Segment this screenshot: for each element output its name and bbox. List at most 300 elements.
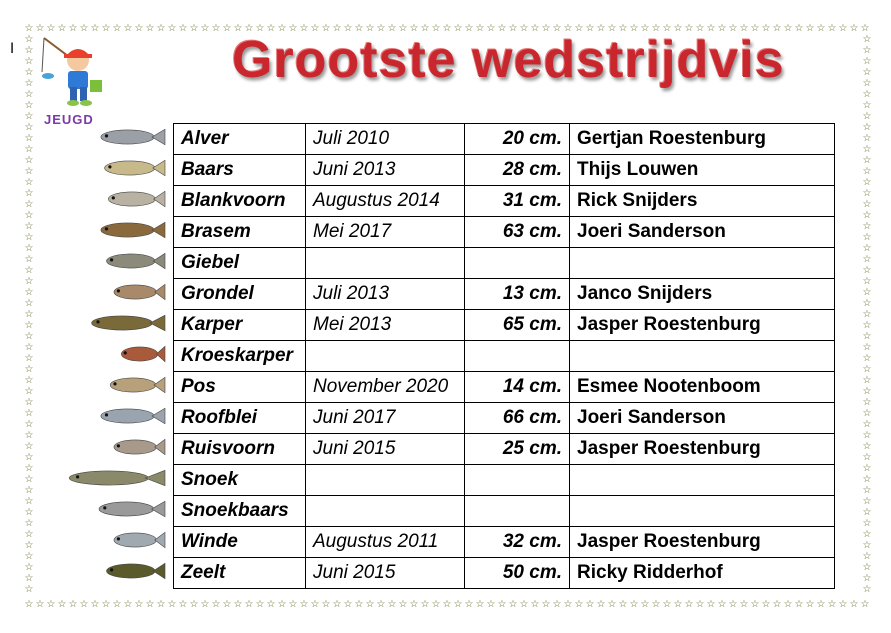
border-star: ☆: [310, 599, 320, 610]
border-star: ☆: [862, 67, 872, 78]
border-star: ☆: [862, 518, 872, 529]
border-star: ☆: [145, 599, 155, 610]
size-cell: [465, 341, 570, 372]
border-star: ☆: [233, 23, 243, 34]
record-holder-cell: Gertjan Roestenburg: [570, 124, 835, 155]
size-cell: [465, 465, 570, 496]
border-star: ☆: [862, 89, 872, 100]
table-row: [174, 372, 835, 403]
size-cell: 66 cm.: [465, 403, 570, 434]
border-star: ☆: [24, 100, 34, 111]
border-star: ☆: [862, 485, 872, 496]
border-star: ☆: [24, 309, 34, 320]
border-star: ☆: [409, 23, 419, 34]
fish-icon: [96, 219, 166, 246]
border-star: ☆: [475, 599, 485, 610]
border-star: ☆: [24, 518, 34, 529]
border-star: ☆: [376, 23, 386, 34]
border-star: ☆: [629, 23, 639, 34]
date-cell: [306, 496, 465, 527]
fish-name-cell: Baars: [174, 155, 306, 186]
border-star: ☆: [24, 507, 34, 518]
border-star: ☆: [24, 78, 34, 89]
border-star: ☆: [24, 485, 34, 496]
border-star: ☆: [277, 599, 287, 610]
border-star: ☆: [860, 599, 870, 610]
border-star: ☆: [862, 122, 872, 133]
border-star: ☆: [862, 221, 872, 232]
border-star: ☆: [24, 254, 34, 265]
border-star: ☆: [862, 342, 872, 353]
border-star: ☆: [662, 599, 672, 610]
border-star: ☆: [838, 599, 848, 610]
fish-icon: [86, 312, 166, 339]
border-star: ☆: [464, 23, 474, 34]
border-star: ☆: [24, 276, 34, 287]
fish-name-cell: Brasem: [174, 217, 306, 248]
fish-icon: [62, 467, 166, 494]
border-star: ☆: [24, 397, 34, 408]
border-star: ☆: [618, 23, 628, 34]
date-cell: November 2020: [306, 372, 465, 403]
border-star: ☆: [862, 298, 872, 309]
border-star: ☆: [862, 188, 872, 199]
border-star: ☆: [24, 353, 34, 364]
border-star: ☆: [673, 599, 683, 610]
table-row: [174, 496, 835, 527]
border-star: ☆: [475, 23, 485, 34]
border-star: ☆: [167, 599, 177, 610]
border-star: ☆: [24, 265, 34, 276]
date-cell: Augustus 2014: [306, 186, 465, 217]
date-cell: Mei 2013: [306, 310, 465, 341]
border-star: ☆: [24, 221, 34, 232]
border-star: ☆: [862, 331, 872, 342]
border-star: ☆: [123, 23, 133, 34]
border-star: ☆: [266, 23, 276, 34]
border-star: ☆: [640, 599, 650, 610]
border-star: ☆: [24, 599, 34, 610]
border-star: ☆: [862, 155, 872, 166]
border-star: ☆: [508, 23, 518, 34]
border-star: ☆: [862, 507, 872, 518]
border-star: ☆: [178, 599, 188, 610]
border-star: ☆: [24, 210, 34, 221]
date-cell: Juni 2013: [306, 155, 465, 186]
fish-icon: [106, 374, 166, 401]
border-star: ☆: [24, 34, 34, 45]
border-star: ☆: [794, 23, 804, 34]
border-star: ☆: [24, 56, 34, 67]
border-star: ☆: [57, 599, 67, 610]
border-star: ☆: [24, 441, 34, 452]
border-star: ☆: [563, 599, 573, 610]
record-holder-cell: Joeri Sanderson: [570, 403, 835, 434]
border-star: ☆: [862, 133, 872, 144]
border-star: ☆: [552, 599, 562, 610]
border-star: ☆: [57, 23, 67, 34]
date-cell: Juli 2013: [306, 279, 465, 310]
border-star: ☆: [24, 232, 34, 243]
border-star: ☆: [387, 23, 397, 34]
border-star: ☆: [24, 408, 34, 419]
border-star: ☆: [24, 573, 34, 584]
border-star: ☆: [651, 23, 661, 34]
record-holder-cell: Rick Snijders: [570, 186, 835, 217]
size-cell: 20 cm.: [465, 124, 570, 155]
border-star: ☆: [684, 23, 694, 34]
border-star: ☆: [728, 23, 738, 34]
border-star: ☆: [862, 111, 872, 122]
border-star: ☆: [717, 23, 727, 34]
record-holder-cell: Esmee Nootenboom: [570, 372, 835, 403]
border-star: ☆: [101, 23, 111, 34]
border-star: ☆: [332, 23, 342, 34]
border-star: ☆: [862, 309, 872, 320]
border-star: ☆: [862, 177, 872, 188]
border-star: ☆: [442, 599, 452, 610]
record-holder-cell: [570, 496, 835, 527]
size-cell: 65 cm.: [465, 310, 570, 341]
border-star: ☆: [862, 562, 872, 573]
border-star: ☆: [343, 599, 353, 610]
border-star: ☆: [24, 529, 34, 540]
table-row: [174, 310, 835, 341]
border-star: ☆: [24, 540, 34, 551]
border-star: ☆: [24, 331, 34, 342]
border-star: ☆: [862, 496, 872, 507]
record-holder-cell: Ricky Ridderhof: [570, 558, 835, 589]
border-star: ☆: [398, 599, 408, 610]
border-star: ☆: [862, 573, 872, 584]
border-star: ☆: [862, 551, 872, 562]
border-star: ☆: [530, 23, 540, 34]
fish-icon: [104, 188, 166, 215]
border-star: ☆: [552, 23, 562, 34]
border-star: ☆: [862, 386, 872, 397]
table-row: [174, 341, 835, 372]
border-star: ☆: [862, 287, 872, 298]
border-star: ☆: [79, 599, 89, 610]
fish-name-cell: Giebel: [174, 248, 306, 279]
border-star: ☆: [497, 23, 507, 34]
border-star: ☆: [838, 23, 848, 34]
border-star: ☆: [24, 144, 34, 155]
border-star: ☆: [453, 599, 463, 610]
border-star: ☆: [862, 474, 872, 485]
border-star: ☆: [651, 599, 661, 610]
border-star: ☆: [189, 23, 199, 34]
border-star: ☆: [35, 23, 45, 34]
border-star: ☆: [695, 23, 705, 34]
border-star: ☆: [24, 155, 34, 166]
record-holder-cell: Jasper Roestenburg: [570, 527, 835, 558]
border-star: ☆: [200, 23, 210, 34]
border-star: ☆: [805, 23, 815, 34]
table-row: [174, 403, 835, 434]
border-star: ☆: [266, 599, 276, 610]
border-star: ☆: [178, 23, 188, 34]
border-star: ☆: [299, 599, 309, 610]
fish-icon: [110, 281, 166, 308]
border-star: ☆: [862, 78, 872, 89]
record-holder-cell: [570, 465, 835, 496]
border-star: ☆: [849, 23, 859, 34]
border-star: ☆: [24, 452, 34, 463]
border-star: ☆: [862, 408, 872, 419]
border-star: ☆: [862, 144, 872, 155]
fish-name-cell: Zeelt: [174, 558, 306, 589]
border-star: ☆: [112, 599, 122, 610]
border-star: ☆: [739, 599, 749, 610]
border-star: ☆: [862, 56, 872, 67]
border-star: ☆: [862, 441, 872, 452]
border-star: ☆: [24, 562, 34, 573]
table-row: [174, 465, 835, 496]
border-star: ☆: [862, 529, 872, 540]
border-star: ☆: [24, 342, 34, 353]
border-star: ☆: [24, 199, 34, 210]
border-star: ☆: [409, 599, 419, 610]
border-star: ☆: [519, 23, 529, 34]
fish-icon: [100, 157, 166, 184]
border-star: ☆: [662, 23, 672, 34]
border-star: ☆: [354, 599, 364, 610]
border-star: ☆: [24, 463, 34, 474]
records-table: [173, 123, 835, 589]
border-star: ☆: [541, 599, 551, 610]
date-cell: Juni 2015: [306, 558, 465, 589]
border-star: ☆: [376, 599, 386, 610]
record-holder-cell: Thijs Louwen: [570, 155, 835, 186]
border-star: ☆: [862, 419, 872, 430]
border-star: ☆: [431, 23, 441, 34]
border-star: ☆: [365, 23, 375, 34]
border-star: ☆: [585, 23, 595, 34]
border-star: ☆: [24, 89, 34, 100]
border-star: ☆: [442, 23, 452, 34]
border-star: ☆: [24, 320, 34, 331]
border-star: ☆: [211, 599, 221, 610]
border-star: ☆: [24, 386, 34, 397]
border-star: ☆: [574, 599, 584, 610]
date-cell: Mei 2017: [306, 217, 465, 248]
border-star: ☆: [629, 599, 639, 610]
border-star: ☆: [772, 599, 782, 610]
border-star: ☆: [90, 23, 100, 34]
border-star: ☆: [816, 599, 826, 610]
border-star: ☆: [343, 23, 353, 34]
date-cell: Juni 2017: [306, 403, 465, 434]
border-star: ☆: [772, 23, 782, 34]
border-star: ☆: [420, 599, 430, 610]
border-star: ☆: [387, 599, 397, 610]
size-cell: 63 cm.: [465, 217, 570, 248]
border-star: ☆: [24, 298, 34, 309]
border-star: ☆: [618, 599, 628, 610]
border-star: ☆: [288, 599, 298, 610]
border-star: ☆: [827, 23, 837, 34]
border-star: ☆: [750, 23, 760, 34]
fish-icon: [110, 436, 166, 463]
logo-label: JEUGD: [44, 112, 94, 127]
border-star: ☆: [24, 474, 34, 485]
border-star: ☆: [860, 23, 870, 34]
fish-name-cell: Pos: [174, 372, 306, 403]
border-star: ☆: [354, 23, 364, 34]
border-star: ☆: [90, 599, 100, 610]
border-star: ☆: [156, 23, 166, 34]
date-cell: [306, 341, 465, 372]
fish-icon: [94, 498, 166, 525]
border-star: ☆: [761, 599, 771, 610]
border-star: ☆: [365, 599, 375, 610]
border-star: ☆: [508, 599, 518, 610]
border-star: ☆: [695, 599, 705, 610]
border-star: ☆: [112, 23, 122, 34]
border-star: ☆: [200, 599, 210, 610]
date-cell: [306, 248, 465, 279]
table-row: [174, 124, 835, 155]
border-star: ☆: [519, 599, 529, 610]
records-table-body: [174, 124, 835, 589]
border-star: ☆: [101, 599, 111, 610]
border-star: ☆: [486, 23, 496, 34]
table-row: [174, 558, 835, 589]
border-star: ☆: [607, 599, 617, 610]
fisher-boy-icon: [36, 32, 116, 112]
border-star: ☆: [862, 463, 872, 474]
border-star: ☆: [35, 599, 45, 610]
fish-name-cell: Roofblei: [174, 403, 306, 434]
border-star: ☆: [24, 166, 34, 177]
border-star: ☆: [640, 23, 650, 34]
cursor-mark: I: [10, 41, 15, 57]
size-cell: 25 cm.: [465, 434, 570, 465]
border-star: ☆: [862, 276, 872, 287]
border-star: ☆: [596, 599, 606, 610]
size-cell: 28 cm.: [465, 155, 570, 186]
border-star: ☆: [255, 599, 265, 610]
fish-icon: [102, 560, 166, 587]
fish-name-cell: Blankvoorn: [174, 186, 306, 217]
border-star: ☆: [68, 23, 78, 34]
date-cell: [306, 465, 465, 496]
border-star: ☆: [24, 122, 34, 133]
fish-name-cell: Grondel: [174, 279, 306, 310]
border-star: ☆: [862, 254, 872, 265]
fish-icon: [96, 405, 166, 432]
record-holder-cell: Jasper Roestenburg: [570, 434, 835, 465]
border-star: ☆: [211, 23, 221, 34]
date-cell: Juli 2010: [306, 124, 465, 155]
border-star: ☆: [862, 210, 872, 221]
border-star: ☆: [862, 232, 872, 243]
border-star: ☆: [222, 23, 232, 34]
border-star: ☆: [24, 364, 34, 375]
border-star: ☆: [862, 584, 872, 595]
border-star: ☆: [862, 265, 872, 276]
border-star: ☆: [794, 599, 804, 610]
border-star: ☆: [24, 67, 34, 78]
border-star: ☆: [706, 23, 716, 34]
border-star: ☆: [244, 599, 254, 610]
border-star: ☆: [244, 23, 254, 34]
border-star: ☆: [68, 599, 78, 610]
border-star: ☆: [310, 23, 320, 34]
border-star: ☆: [189, 599, 199, 610]
fish-name-cell: Kroeskarper: [174, 341, 306, 372]
border-star: ☆: [497, 599, 507, 610]
border-star: ☆: [862, 45, 872, 56]
border-star: ☆: [299, 23, 309, 34]
border-star: ☆: [862, 364, 872, 375]
table-row: [174, 279, 835, 310]
border-star: ☆: [321, 23, 331, 34]
table-row: [174, 155, 835, 186]
border-star: ☆: [255, 23, 265, 34]
table-row: [174, 527, 835, 558]
border-star: ☆: [563, 23, 573, 34]
border-star: ☆: [596, 23, 606, 34]
border-star: ☆: [24, 287, 34, 298]
border-star: ☆: [24, 430, 34, 441]
border-star: ☆: [134, 23, 144, 34]
border-star: ☆: [706, 599, 716, 610]
border-star: ☆: [862, 199, 872, 210]
record-holder-cell: Joeri Sanderson: [570, 217, 835, 248]
border-star: ☆: [222, 599, 232, 610]
border-star: ☆: [486, 599, 496, 610]
fish-name-cell: Alver: [174, 124, 306, 155]
border-star: ☆: [288, 23, 298, 34]
border-star: ☆: [156, 599, 166, 610]
border-star: ☆: [167, 23, 177, 34]
border-star: ☆: [827, 599, 837, 610]
border-star: ☆: [585, 599, 595, 610]
border-star: ☆: [46, 23, 56, 34]
border-star: ☆: [728, 599, 738, 610]
border-star: ☆: [398, 23, 408, 34]
border-star: ☆: [607, 23, 617, 34]
size-cell: 31 cm.: [465, 186, 570, 217]
border-star: ☆: [24, 243, 34, 254]
record-holder-cell: Jasper Roestenburg: [570, 310, 835, 341]
border-star: ☆: [541, 23, 551, 34]
fish-icon: [96, 126, 166, 153]
border-star: ☆: [761, 23, 771, 34]
fish-icon: [110, 529, 166, 556]
border-star: ☆: [24, 188, 34, 199]
border-star: ☆: [24, 496, 34, 507]
border-star: ☆: [739, 23, 749, 34]
border-star: ☆: [79, 23, 89, 34]
table-row: [174, 217, 835, 248]
size-cell: [465, 248, 570, 279]
border-star: ☆: [277, 23, 287, 34]
fish-name-cell: Karper: [174, 310, 306, 341]
size-cell: 32 cm.: [465, 527, 570, 558]
border-star: ☆: [783, 599, 793, 610]
border-star: ☆: [24, 45, 34, 56]
border-star: ☆: [530, 599, 540, 610]
border-star: ☆: [145, 23, 155, 34]
border-star: ☆: [862, 375, 872, 386]
border-star: ☆: [862, 100, 872, 111]
table-row: [174, 186, 835, 217]
border-star: ☆: [862, 243, 872, 254]
border-star: ☆: [805, 599, 815, 610]
